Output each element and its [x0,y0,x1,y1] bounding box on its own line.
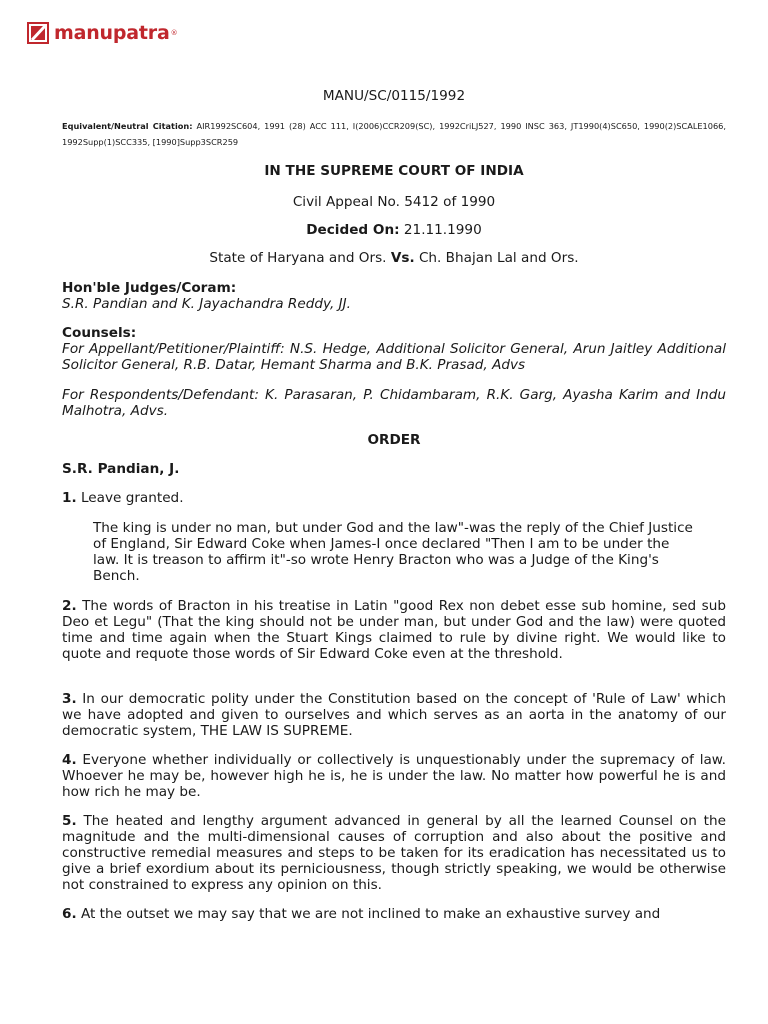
citation-text: AIR1992SC604, 1991 (28) ACC 111, I(2006)CCR209(SC), 1992CriLJ527, 1990 INSC 363, JT1990(4)SC650, 1990(2)SCALE1066, 1992Supp(1)SCC335, [1990]Supp3SCR259 [62,121,726,147]
paragraph-number: 3. [62,691,77,707]
paragraph-number: 2. [62,598,77,614]
judges-heading: Hon'ble Judges/Coram: [62,280,237,296]
paragraph-1 [62,490,184,506]
paragraph-number: 1. [62,490,77,506]
order-heading: ORDER [367,432,421,448]
counsel-appellant: For Appellant/Petitioner/Plaintiff: N.S. Hedge, Additional Solicitor General, Arun Jaitley Additional Solicitor General, R.B. Datar, Hemant Sharma and B.K. Prasad, Advs [62,341,726,373]
judgment-author: S.R. Pandian, J. [62,461,180,477]
citation-label: Equivalent/Neutral Citation: [62,121,193,131]
brand-name: manupatra [54,22,170,44]
paragraph-4 [62,752,726,800]
counsel-respondent: For Respondents/Defendant: K. Parasaran, P. Chidambaram, R.K. Garg, Ayasha Karim and Indu Malhotra, Advs. [62,387,726,419]
block-quote: The king is under no man, but under God and the law"-was the reply of the Chief Justice of England, Sir Edward Coke when James-I once declared "Then I am to be under the law. It is treason to affirm it"-so wrote Henry Bracton who was a Judge of the King's Bench. [93,520,693,584]
party-appellant: State of Haryana and Ors. [209,250,387,266]
paragraph-2 [62,598,726,662]
paragraph-number: 5. [62,813,77,829]
paragraph-text: The words of Bracton in his treatise in Latin "good Rex non debet esse sub homine, sed sub Deo et Legu" (That the king should not be under man, but under God and the law) were quoted time and time again when the Stuart Kings claimed to rule by divine right. We would like to quote and requote those words of Sir Edward Coke even at the threshold. [62,598,726,662]
paragraph-text: Everyone whether individually or collectively is unquestionably under the supremacy of law. Whoever he may be, however high he is, he is under the law. No matter how powerful he is and how rich he may be. [62,752,726,800]
manupatra-logo-icon [27,22,49,44]
brand-registered: ® [170,29,178,37]
paragraph-5 [62,813,726,893]
manupatra-logo [27,18,178,48]
judges-names: S.R. Pandian and K. Jayachandra Reddy, JJ. [62,296,351,312]
court-name: IN THE SUPREME COURT OF INDIA [264,163,524,179]
decided-label: Decided On: [306,222,400,238]
case-parties [62,250,726,266]
paragraph-text: The heated and lengthy argument advanced in general by all the learned Counsel on the magnitude and the multi-dimensional causes of corruption and also about the positive and constructive remedial measures and steps to be taken for its eradication has necessitated us to give a brief exordium about its perniciousness, though strictly speaking, we would be otherwise not constrained to express any opinion on this. [62,813,726,893]
paragraph-text: At the outset we may say that we are not inclined to make an exhaustive survey and [76,906,661,922]
paragraph-6 [62,906,726,922]
paragraph-text: In our democratic polity under the Constitution based on the concept of 'Rule of Law' which we have adopted and given to ourselves and which serves as an aorta in the anatomy of our democratic system, THE LAW IS SUPREME. [62,691,726,739]
equivalent-citation [62,118,726,150]
appeal-number: Civil Appeal No. 5412 of 1990 [292,194,496,210]
counsels-heading: Counsels: [62,325,137,341]
versus: Vs. [390,250,415,266]
paragraph-number: 4. [62,752,77,768]
manu-citation-id: MANU/SC/0115/1992 [322,88,466,104]
paragraph-number: 6. [62,906,77,922]
decided-on [62,222,726,238]
paragraph-text: Leave granted. [76,490,184,506]
decided-date: 21.11.1990 [403,222,482,238]
paragraph-3 [62,691,726,739]
party-respondent: Ch. Bhajan Lal and Ors. [418,250,579,266]
